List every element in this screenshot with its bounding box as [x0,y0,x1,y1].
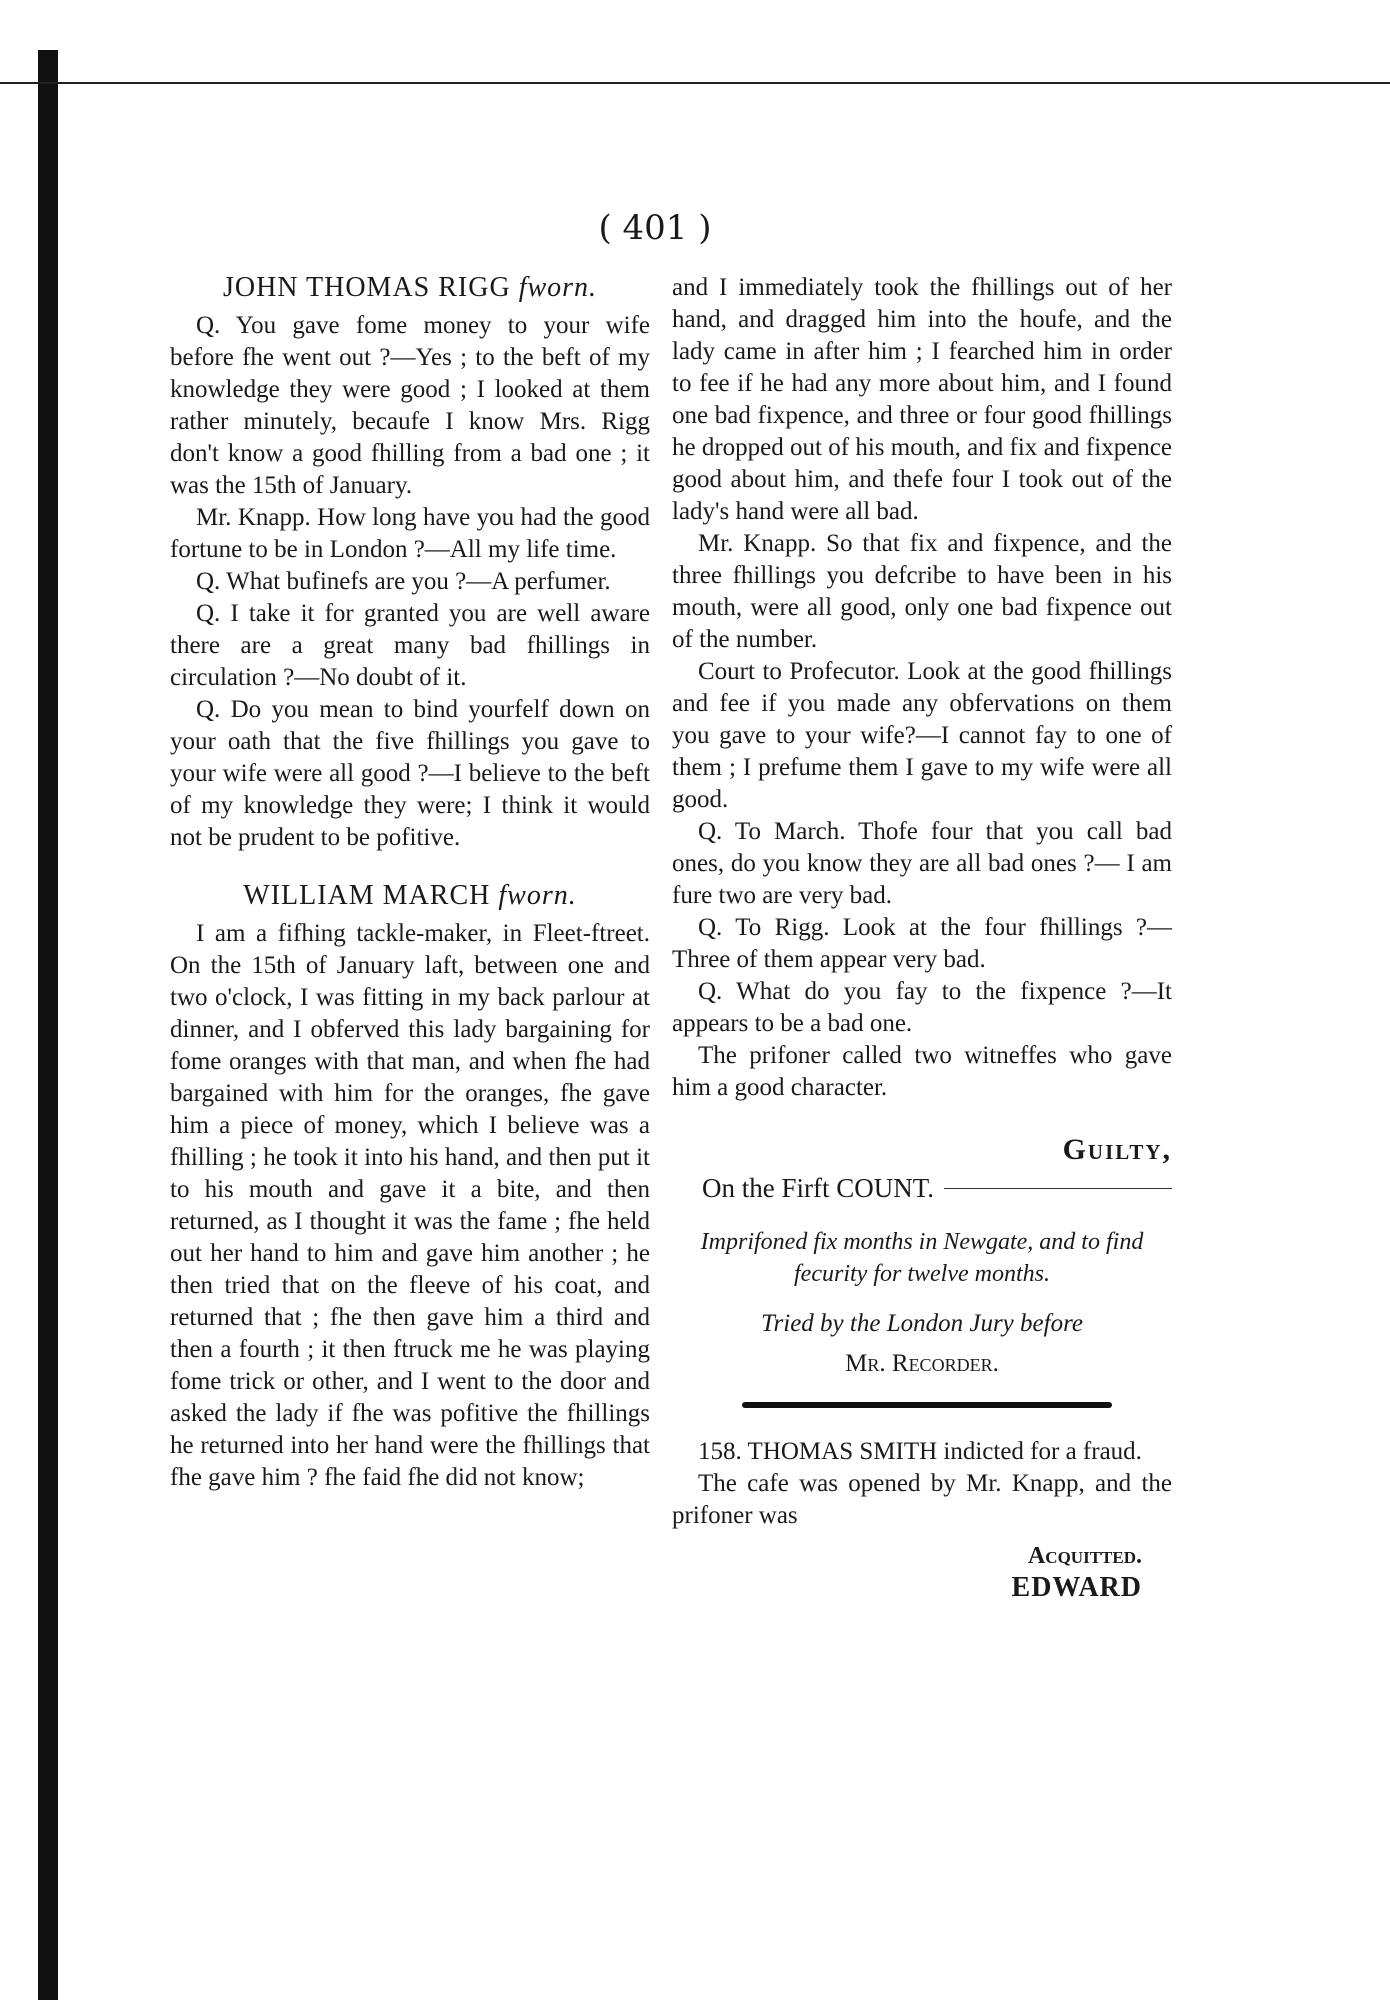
acquitted-verdict: Acquitted. [1027,1543,1142,1569]
count-label: On the Firft COUNT. [702,1173,934,1203]
paragraph: Q. You gave fome money to your wife before fhe went out ?—Yes ; to the beft of my knowledge they were good ; I looked at them rather minutely, becaufe I know Mrs. Rigg don't know a good fhilling from a bad one ; it was the 15th of January. [170,312,650,499]
paragraph: Q. To Rigg. Look at the four fhillings ?—Three of them appear very bad. [672,914,1172,973]
count-rule [944,1188,1172,1189]
witness-name: WILLIAM MARCH [243,880,491,911]
count-row [672,1172,1172,1204]
witness-heading-march [170,880,650,912]
left-column [170,272,650,1494]
paragraph: The cafe was opened by Mr. Knapp, and the prifoner was [672,1470,1172,1529]
recorder: Mr. Recorder. [845,1350,999,1377]
paragraph: I am a fifhing tackle-maker, in Fleet-ftreet. On the 15th of January laft, between one and two o'clock, I was fitting in my back parlour at dinner, and I obferved this lady bargaining for fome oranges with that man, and when fhe had bargained with him for the oranges, fhe gave him a piece of money, which I believe was a fhilling ; he took it into his hand, and then put it to his mouth and gave it a bite, and then returned, as I thought it was the fame ; fhe held out her hand to him and gave him another ; he then tried that on the fleeve of his coat, and returned that ; fhe then gave him a third and then a fourth ; it then ftruck me he was playing fome trick or other, and I went to the door and asked the lady if fhe was pofitive the fhillings he returned into her hand were the fhillings that fhe gave him ? fhe faid fhe did not know; [170,920,650,1491]
verdict: Guilty, [1062,1133,1172,1166]
paragraph: Mr. Knapp. How long have you had the good fortune to be in London ?—All my life time. [170,504,650,563]
paragraph: Q. I take it for granted you are well aware there are a great many bad fhillings in circulation ?—No doubt of it. [170,600,650,691]
paragraph: Q. What bufinefs are you ?—A perfumer. [196,568,611,595]
sworn-label: fworn. [498,880,577,911]
catchword: EDWARD [1011,1572,1142,1603]
paragraph: Q. To March. Thofe four that you call bad ones, do you know they are all bad ones ?— I am fure two are very bad. [672,818,1172,909]
paragraph: The prifoner called two witneffes who gave him a good character. [672,1042,1172,1101]
scan-edge-bar [38,50,58,2000]
case-heading: 158. THOMAS SMITH indicted for a fraud. [698,1438,1142,1465]
paragraph: Q. What do you fay to the fixpence ?—It appears to be a bad one. [672,978,1172,1037]
right-column [672,272,1172,1604]
sentence: Imprifoned fix months in Newgate, and to find fecurity for twelve months. [700,1229,1144,1287]
paragraph: Court to Profecutor. Look at the good fhillings and fee if you made any obfervations on them you gave to your wife?—I cannot fay to one of them ; I prefume them I gave to my wife were all good. [672,658,1172,813]
page-number: ( 401 ) [598,208,712,248]
tried-by: Tried by the London Jury before [761,1310,1083,1337]
paragraph: Q. Do you mean to bind yourfelf down on your oath that the five fhillings you gave to your wife were all good ?—I believe to the beft of my knowledge they were; I think it would not be prudent to be pofitive. [170,696,650,851]
paragraph: and I immediately took the fhillings out of her hand, and dragged him into the houfe, and the lady came in after him ; I fearched him in order to fee if he had any more about him, and I found one bad fixpence, and three or four good fhillings he dropped out of his mouth, and fix and fixpence good about him, and thefe four I took out of the lady's hand were all bad. [672,274,1172,525]
sworn-label: fworn. [518,272,598,303]
top-rule [0,82,1390,84]
paragraph: Mr. Knapp. So that fix and fixpence, and the three fhillings you defcribe to have been in his mouth, were all good, only one bad fixpence out of the number. [672,530,1172,653]
witness-name: JOHN THOMAS RIGG [222,272,511,303]
section-divider [742,1402,1112,1408]
witness-heading-rigg [170,272,650,304]
